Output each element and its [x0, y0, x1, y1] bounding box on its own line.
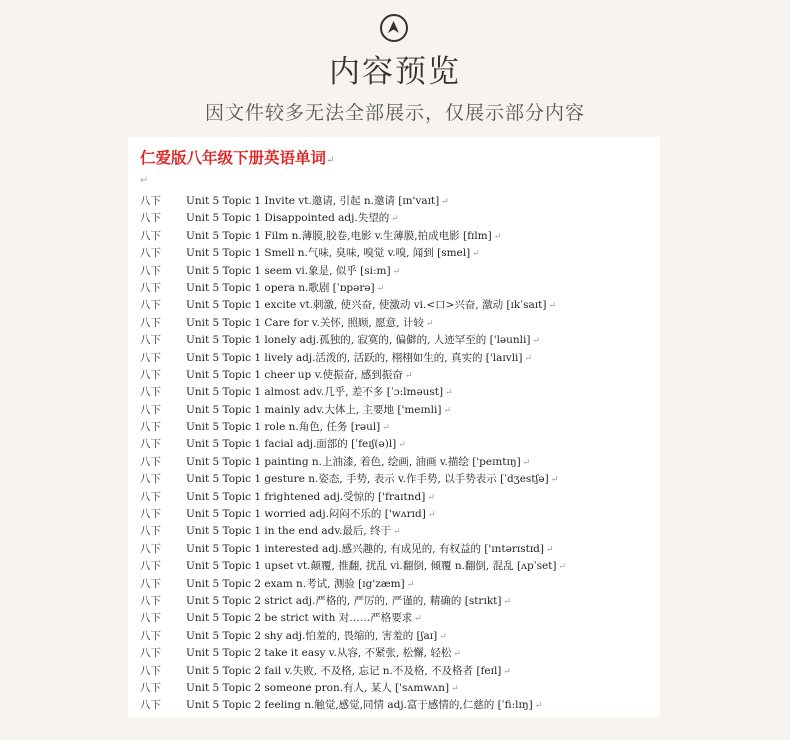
word-entry: Unit 5 Topic 1 interested adj.感兴趣的, 有成见的, 有权益的 ['ɪntərɪstɪd] ↵ — [186, 542, 554, 555]
grade-label: 八下 — [140, 334, 161, 347]
grade-label: 八下 — [140, 386, 161, 399]
paragraph-mark-icon: ↵ — [427, 510, 436, 521]
grade-label: 八下 — [140, 247, 161, 260]
grade-label: 八下 — [140, 525, 161, 538]
word-entry: Unit 5 Topic 2 someone pron.有人, 某人 ['sʌmwʌn] ↵ — [186, 681, 459, 694]
list-item — [128, 332, 660, 349]
grade-label: 八下 — [140, 403, 161, 416]
list-item — [128, 489, 660, 506]
word-entry: Unit 5 Topic 1 upset vt.颠覆, 推翻, 扰乱 vi.翻倒, 倾覆 n.翻倒, 混乱 [ʌpˈset] ↵ — [186, 560, 567, 573]
word-list — [128, 193, 660, 715]
page-title: 内容预览 — [329, 54, 461, 90]
paragraph-mark-icon: ↵ — [503, 666, 511, 677]
paragraph-mark-icon: ↵ — [376, 283, 385, 294]
grade-label: 八下 — [140, 508, 161, 521]
grade-label: 八下 — [140, 612, 161, 625]
grade-label: 八下 — [140, 212, 161, 225]
paragraph-mark-icon: ↵ — [382, 423, 390, 434]
list-item — [128, 210, 660, 227]
word-entry: Unit 5 Topic 1 Disappointed adj.失望的 ↵ — [186, 212, 399, 225]
word-entry: Unit 5 Topic 1 worried adj.闷闷不乐的 ['wʌrɪd] ↵ — [186, 508, 436, 521]
paragraph-mark-icon: ↵ — [534, 701, 543, 712]
paragraph-mark-icon: ↵ — [472, 249, 480, 260]
word-entry: Unit 5 Topic 1 cheer up v.使振奋, 感到振奋 ↵ — [186, 368, 413, 381]
list-item — [128, 558, 660, 575]
document-preview — [128, 137, 660, 717]
grade-label: 八下 — [140, 438, 161, 451]
list-item — [128, 263, 660, 280]
word-entry: Unit 5 Topic 1 seem vi.象是, 似乎 [si:m] ↵ — [186, 264, 401, 277]
word-entry: Unit 5 Topic 1 Smell n.气味, 臭味, 嗅觉 v.嗅, 闻到 [smel] ↵ — [186, 247, 480, 260]
paragraph-mark-icon: ↵ — [439, 631, 447, 642]
chevron-up-circle-icon — [380, 14, 408, 42]
list-item — [128, 228, 660, 245]
list-item — [128, 367, 660, 384]
word-entry: Unit 5 Topic 1 frightened adj.受惊的 ['fraɪtnd] ↵ — [186, 490, 435, 503]
list-item — [128, 610, 660, 627]
word-entry: Unit 5 Topic 1 role n.角色, 任务 [rəul] ↵ — [186, 421, 390, 434]
grade-label: 八下 — [140, 368, 161, 381]
paragraph-mark-icon: ↵ — [493, 231, 502, 242]
grade-label: 八下 — [140, 629, 161, 642]
word-entry: Unit 5 Topic 2 fail v.失败, 不及格, 忘记 n.不及格, 不及格者 [feɪl] ↵ — [186, 664, 511, 677]
grade-label: 八下 — [140, 577, 161, 590]
preview-header — [0, 0, 790, 135]
grade-label: 八下 — [140, 281, 161, 294]
list-item — [128, 645, 660, 662]
list-item — [128, 193, 660, 210]
list-item — [128, 680, 660, 697]
list-item — [128, 471, 660, 488]
list-item — [128, 697, 660, 714]
paragraph-mark-icon: ↵ — [503, 596, 512, 607]
list-item — [128, 245, 660, 262]
list-item — [128, 384, 660, 401]
word-entry: Unit 5 Topic 2 take it easy v.从容, 不紧张, 松懈, 轻松 ↵ — [186, 647, 461, 660]
word-entry: Unit 5 Topic 1 gesture n.姿态, 手势, 表示 v.作手势, 以手势表示 [ˈdʒestʃə] ↵ — [186, 473, 559, 486]
grade-label: 八下 — [140, 351, 161, 364]
list-item — [128, 593, 660, 610]
page-subtitle: 因文件较多无法全部展示，仅展示部分内容 — [204, 102, 585, 124]
grade-label: 八下 — [140, 647, 161, 660]
paragraph-mark-icon: ↵ — [532, 336, 541, 347]
list-item — [128, 436, 660, 453]
paragraph-mark-icon: ↵ — [398, 440, 406, 451]
grade-label: 八下 — [140, 490, 161, 503]
paragraph-mark-icon: ↵ — [414, 614, 422, 625]
list-item — [128, 576, 660, 593]
grade-label: 八下 — [140, 560, 161, 573]
word-entry: Unit 5 Topic 1 excite vt.刺激, 使兴奋, 使激动 vi.<口>兴奋, 激动 [ɪkˈsaɪt] ↵ — [186, 299, 557, 312]
paragraph-mark-icon: ↵ — [391, 214, 399, 225]
grade-label: 八下 — [140, 229, 161, 242]
paragraph-mark-icon: ↵ — [550, 475, 559, 486]
list-item — [128, 280, 660, 297]
list-item — [128, 541, 660, 558]
document-title: 仁爱版八年级下册英语单词↵ — [140, 148, 335, 167]
word-entry: Unit 5 Topic 2 be strict with 对……严格要求 ↵ — [186, 612, 422, 625]
word-entry: Unit 5 Topic 2 feeling n.触觉,感觉,同情 adj.富于感情的,仁慈的 [ˈfi:lɪŋ] ↵ — [186, 699, 543, 712]
grade-label: 八下 — [140, 264, 161, 277]
grade-label: 八下 — [140, 299, 161, 312]
word-entry: Unit 5 Topic 1 lively adj.活泼的, 活跃的, 栩栩如生的, 真实的 ['laɪvli] ↵ — [186, 351, 533, 364]
word-entry: Unit 5 Topic 1 lonely adj.孤独的, 寂寞的, 偏僻的, 人迹罕至的 ['ləunli] ↵ — [186, 334, 541, 347]
list-item — [128, 506, 660, 523]
paragraph-mark-icon: ↵ — [406, 579, 415, 590]
list-item — [128, 297, 660, 314]
grade-label: 八下 — [140, 681, 161, 694]
list-item — [128, 315, 660, 332]
paragraph-mark-icon: ↵ — [522, 457, 531, 468]
paragraph-mark-icon: ↵ — [546, 544, 554, 555]
list-item — [128, 523, 660, 540]
grade-label: 八下 — [140, 699, 161, 712]
paragraph-mark-icon: ↵ — [393, 527, 401, 538]
paragraph-mark-icon: ↵ — [140, 175, 149, 186]
paragraph-mark-icon: ↵ — [441, 197, 449, 207]
list-item — [128, 350, 660, 367]
word-entry: Unit 5 Topic 1 mainly adv.大体上, 主要地 ['meɪnli] ↵ — [186, 403, 451, 416]
paragraph-mark-icon: ↵ — [392, 266, 401, 277]
list-item — [128, 628, 660, 645]
grade-label: 八下 — [140, 473, 161, 486]
paragraph-mark-icon: ↵ — [524, 353, 533, 364]
paragraph-mark-icon: ↵ — [404, 370, 413, 381]
word-entry: Unit 5 Topic 1 facial adj.面部的 [ˈfeɪʃ(ə)l] ↵ — [186, 438, 406, 451]
list-item — [128, 402, 660, 419]
word-entry: Unit 5 Topic 2 shy adj.怕羞的, 畏缩的, 害羞的 [ʃaɪ] ↵ — [186, 629, 447, 642]
grade-label: 八下 — [140, 421, 161, 434]
paragraph-mark-icon: ↵ — [427, 492, 435, 503]
paragraph-mark-icon: ↵ — [443, 405, 451, 416]
word-entry: Unit 5 Topic 1 opera n.歌剧 [ˈɒpərə] ↵ — [186, 281, 385, 294]
paragraph-mark-icon: ↵ — [453, 649, 461, 660]
word-entry: Unit 5 Topic 1 painting n.上油漆, 着色, 绘画, 油画 v.描绘 ['peɪntɪŋ] ↵ — [186, 455, 531, 468]
grade-label: 八下 — [140, 664, 161, 677]
word-entry: Unit 5 Topic 1 almost adv.几乎, 差不多 [ˈɔ:lməust] ↵ — [186, 386, 453, 399]
list-item — [128, 663, 660, 680]
paragraph-mark-icon: ↵ — [451, 683, 459, 694]
word-entry: Unit 5 Topic 2 exam n.考试, 测验 [ɪg'zæm] ↵ — [186, 577, 415, 590]
paragraph-mark-icon: ↵ — [548, 301, 557, 312]
word-entry: Unit 5 Topic 2 strict adj.严格的, 严厉的, 严谨的, 精确的 [strɪkt] ↵ — [186, 594, 512, 607]
word-entry: Unit 5 Topic 1 Film n.薄膜,胶卷,电影 v.生薄膜,拍成电影 [fɪlm] ↵ — [186, 229, 502, 242]
word-entry: Unit 5 Topic 1 in the end adv.最后, 终于 ↵ — [186, 525, 401, 538]
grade-label: 八下 — [140, 594, 161, 607]
paragraph-mark-icon: ↵ — [558, 562, 567, 573]
word-entry: Unit 5 Topic 1 Care for v.关怀, 照顾, 愿意, 计较 ↵ — [186, 316, 434, 329]
paragraph-mark-icon: ↵ — [425, 318, 434, 329]
list-item — [128, 419, 660, 436]
grade-label: 八下 — [140, 195, 161, 207]
word-entry: Unit 5 Topic 1 Invite vt.邀请, 引起 n.邀请 [ɪn'vaɪt] ↵ — [186, 195, 449, 207]
paragraph-mark-icon: ↵ — [326, 155, 335, 166]
grade-label: 八下 — [140, 455, 161, 468]
paragraph-mark-icon: ↵ — [445, 388, 453, 399]
list-item — [128, 454, 660, 471]
grade-label: 八下 — [140, 316, 161, 329]
grade-label: 八下 — [140, 542, 161, 555]
